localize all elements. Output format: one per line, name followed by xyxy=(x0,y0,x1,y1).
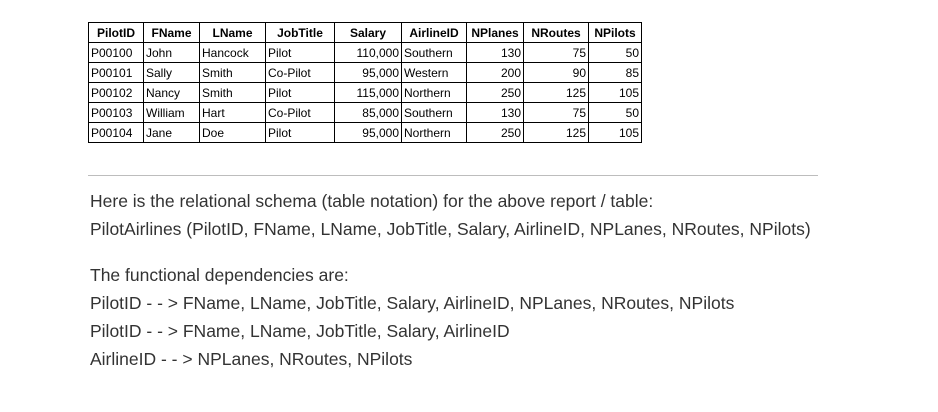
cell-pilotid: P00104 xyxy=(89,123,144,143)
cell-airlineid: Southern xyxy=(402,103,467,123)
functional-dependency-1: PilotID - - > FName, LName, JobTitle, Salary, AirlineID, NPLanes, NRoutes, NPilots xyxy=(90,293,735,313)
cell-jobtitle: Co-Pilot xyxy=(266,63,335,83)
functional-dependencies-intro: The functional dependencies are: xyxy=(90,265,349,285)
cell-jobtitle: Co-Pilot xyxy=(266,103,335,123)
functional-dependency-2: PilotID - - > FName, LName, JobTitle, Salary, AirlineID xyxy=(90,321,510,341)
schema-intro-text: Here is the relational schema (table notation) for the above report / table: xyxy=(90,191,654,211)
cell-pilotid: P00103 xyxy=(89,103,144,123)
cell-salary: 95,000 xyxy=(335,63,402,83)
column-header-npilots: NPilots xyxy=(589,23,642,43)
table-row xyxy=(89,43,642,63)
cell-pilotid: P00101 xyxy=(89,63,144,83)
cell-npilots: 50 xyxy=(589,43,642,63)
cell-jobtitle: Pilot xyxy=(266,123,335,143)
table-row xyxy=(89,63,642,83)
cell-nroutes: 125 xyxy=(524,123,589,143)
table-row xyxy=(89,123,642,143)
pilot-report-table-container xyxy=(88,22,642,143)
cell-nplanes: 130 xyxy=(467,43,524,63)
cell-nroutes: 125 xyxy=(524,83,589,103)
cell-fname: Sally xyxy=(144,63,200,83)
cell-fname: William xyxy=(144,103,200,123)
table-row xyxy=(89,103,642,123)
section-divider xyxy=(88,175,818,176)
cell-lname: Smith xyxy=(200,83,266,103)
cell-fname: John xyxy=(144,43,200,63)
cell-airlineid: Western xyxy=(402,63,467,83)
cell-lname: Hart xyxy=(200,103,266,123)
schema-description xyxy=(90,187,830,373)
cell-airlineid: Northern xyxy=(402,123,467,143)
cell-nroutes: 90 xyxy=(524,63,589,83)
cell-pilotid: P00100 xyxy=(89,43,144,63)
relational-schema-text: PilotAirlines (PilotID, FName, LName, JobTitle, Salary, AirlineID, NPLanes, NRoutes, NPilots) xyxy=(90,219,811,239)
cell-npilots: 105 xyxy=(589,123,642,143)
cell-npilots: 105 xyxy=(589,83,642,103)
cell-airlineid: Southern xyxy=(402,43,467,63)
cell-airlineid: Northern xyxy=(402,83,467,103)
cell-salary: 85,000 xyxy=(335,103,402,123)
cell-lname: Doe xyxy=(200,123,266,143)
cell-nroutes: 75 xyxy=(524,103,589,123)
cell-fname: Nancy xyxy=(144,83,200,103)
cell-salary: 110,000 xyxy=(335,43,402,63)
cell-nplanes: 250 xyxy=(467,123,524,143)
paragraph-spacer xyxy=(90,243,830,261)
column-header-lname: LName xyxy=(200,23,266,43)
cell-nplanes: 250 xyxy=(467,83,524,103)
cell-nplanes: 130 xyxy=(467,103,524,123)
column-header-salary: Salary xyxy=(335,23,402,43)
column-header-airlineid: AirlineID xyxy=(402,23,467,43)
cell-npilots: 85 xyxy=(589,63,642,83)
cell-jobtitle: Pilot xyxy=(266,43,335,63)
cell-salary: 115,000 xyxy=(335,83,402,103)
cell-lname: Hancock xyxy=(200,43,266,63)
cell-lname: Smith xyxy=(200,63,266,83)
cell-fname: Jane xyxy=(144,123,200,143)
column-header-jobtitle: JobTitle xyxy=(266,23,335,43)
column-header-fname: FName xyxy=(144,23,200,43)
cell-nroutes: 75 xyxy=(524,43,589,63)
table-header-row xyxy=(89,23,642,43)
cell-npilots: 50 xyxy=(589,103,642,123)
pilot-report-table xyxy=(88,22,642,143)
column-header-nplanes: NPlanes xyxy=(467,23,524,43)
cell-nplanes: 200 xyxy=(467,63,524,83)
cell-pilotid: P00102 xyxy=(89,83,144,103)
column-header-pilotid: PilotID xyxy=(89,23,144,43)
cell-salary: 95,000 xyxy=(335,123,402,143)
column-header-nroutes: NRoutes xyxy=(524,23,589,43)
cell-jobtitle: Pilot xyxy=(266,83,335,103)
functional-dependency-3: AirlineID - - > NPLanes, NRoutes, NPilots xyxy=(90,349,413,369)
table-row xyxy=(89,83,642,103)
